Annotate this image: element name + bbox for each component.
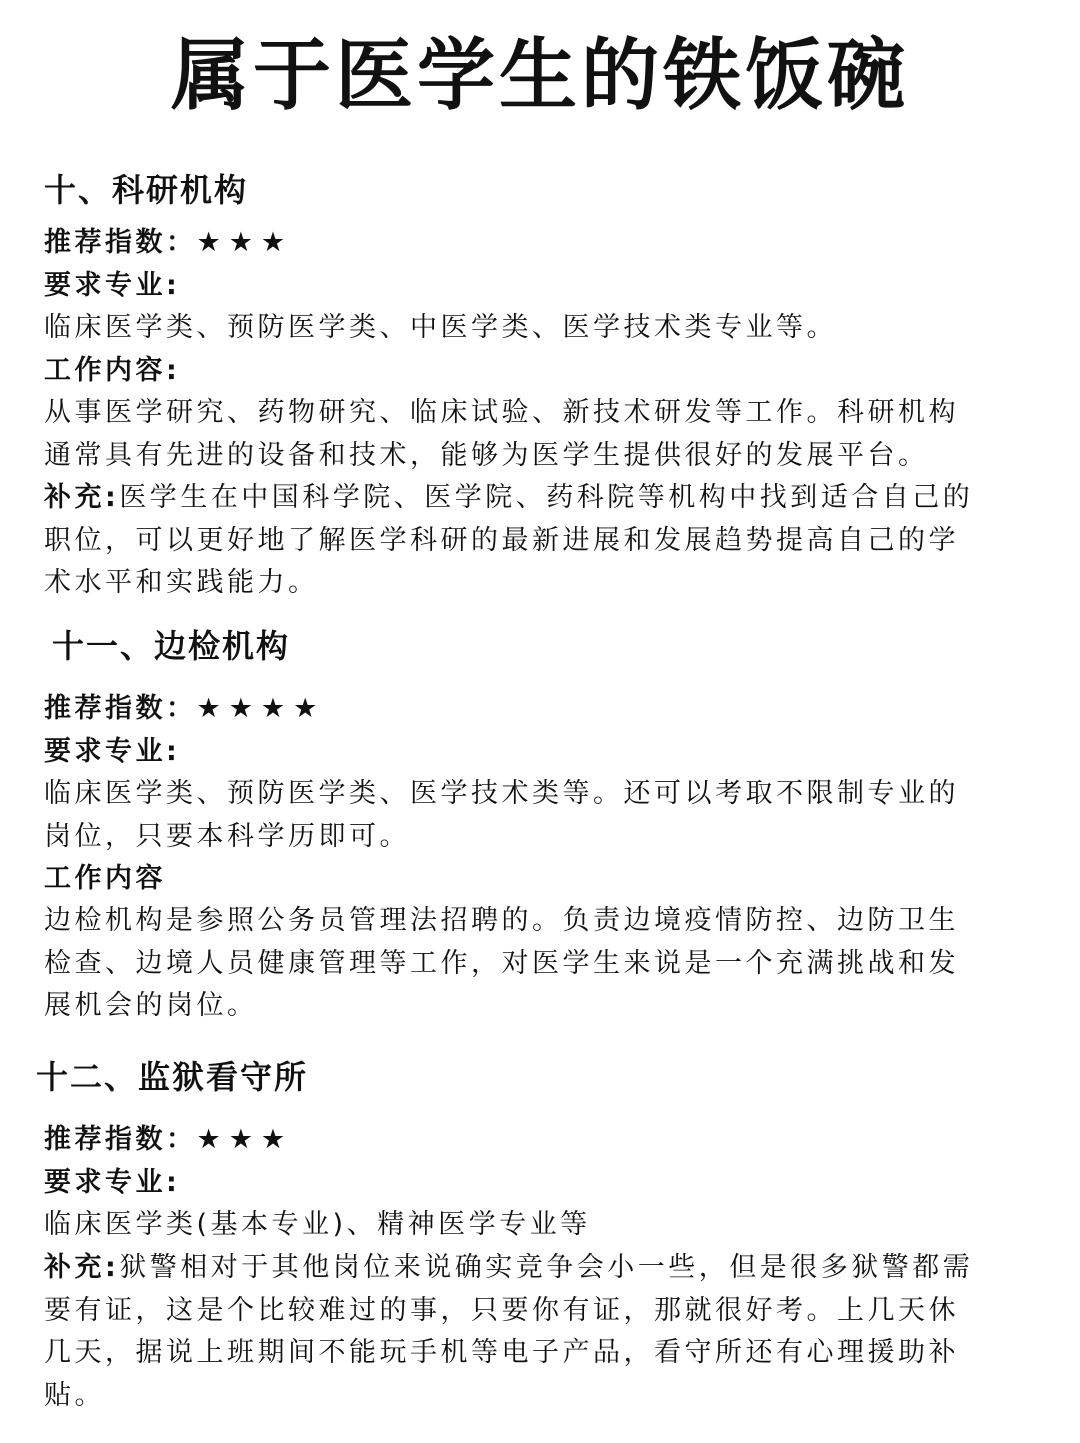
major-text bbox=[44, 773, 1044, 858]
rating-row-border bbox=[44, 688, 1044, 731]
extra-text-line: 要有证，这是个比较难过的事，只要你有证，那就很好考。上几天休 bbox=[44, 1294, 959, 1326]
work-text-line: 展机会的岗位。 bbox=[44, 990, 258, 1021]
work-text-line: 通常具有先进的设备和技术，能够为医学生提供很好的发展平台。 bbox=[44, 439, 929, 471]
major-label: 要求专业: bbox=[44, 736, 181, 767]
rating-stars: ★★★ bbox=[196, 227, 294, 258]
extra-label: 补充: bbox=[44, 1252, 120, 1283]
major-text: 临床医学类、预防医学类、中医学类、医学技术类专业等。 bbox=[44, 312, 837, 343]
rating-row-prison bbox=[44, 1119, 1044, 1162]
extra-text-line: 补充:狱警相对于其他岗位来说确实竞争会小一些，但是很多狱警都需 bbox=[44, 1252, 974, 1283]
rating-label: 推荐指数： bbox=[44, 693, 197, 724]
extra-text-line: 职位，可以更好地了解医学科研的最新进展和发展趋势提高自己的学 bbox=[44, 524, 959, 556]
rating-stars: ★★★ bbox=[196, 1124, 294, 1155]
major-text-line: 临床医学类、预防医学类、医学技术类等。还可以考取不限制专业的 bbox=[44, 778, 959, 809]
major-label: 要求专业: bbox=[44, 1167, 181, 1198]
section-heading-prison: 十二、监狱看守所 bbox=[36, 1058, 309, 1096]
extra-text-line: 几天，据说上班期间不能玩手机等电子产品，看守所还有心理援助补 bbox=[44, 1337, 959, 1368]
work-text-line: 从事医学研究、药物研究、临床试验、新技术研发等工作。科研机构 bbox=[44, 397, 959, 428]
rating-label: 推荐指数： bbox=[44, 1124, 197, 1155]
major-text-line: 岗位，只要本科学历即可。 bbox=[44, 820, 410, 852]
work-text bbox=[44, 900, 1044, 1028]
extra-text-line: 贴。 bbox=[44, 1379, 105, 1411]
page-title: 属于医学生的铁饭碗 bbox=[170, 31, 909, 121]
rating-label: 推荐指数： bbox=[44, 227, 197, 258]
extra-text-line: 术水平和实践能力。 bbox=[44, 567, 319, 598]
work-text-line: 边检机构是参照公务员管理法招聘的。负责边境疫情防控、边防卫生 bbox=[44, 905, 959, 936]
work-label: 工作内容: bbox=[44, 355, 181, 386]
extra-text-line: 补充:医学生在中国科学院、医学院、药科院等机构中找到适合自己的 bbox=[44, 482, 974, 513]
major-text: 临床医学类(基本专业)、精神医学专业等 bbox=[44, 1209, 591, 1240]
extra-text bbox=[44, 477, 1044, 605]
extra-text bbox=[44, 1247, 1044, 1417]
section-heading-border: 十一、边检机构 bbox=[52, 627, 291, 665]
extra-label: 补充: bbox=[44, 482, 120, 513]
rating-stars: ★★★★ bbox=[196, 693, 326, 724]
work-label: 工作内容 bbox=[44, 863, 166, 894]
rating-row-research bbox=[44, 222, 1044, 265]
major-label: 要求专业: bbox=[44, 270, 181, 301]
work-text-line: 检查、边境人员健康管理等工作，对医学生来说是一个充满挑战和发 bbox=[44, 947, 959, 979]
work-text bbox=[44, 392, 1044, 477]
section-heading-research: 十、科研机构 bbox=[44, 171, 249, 209]
